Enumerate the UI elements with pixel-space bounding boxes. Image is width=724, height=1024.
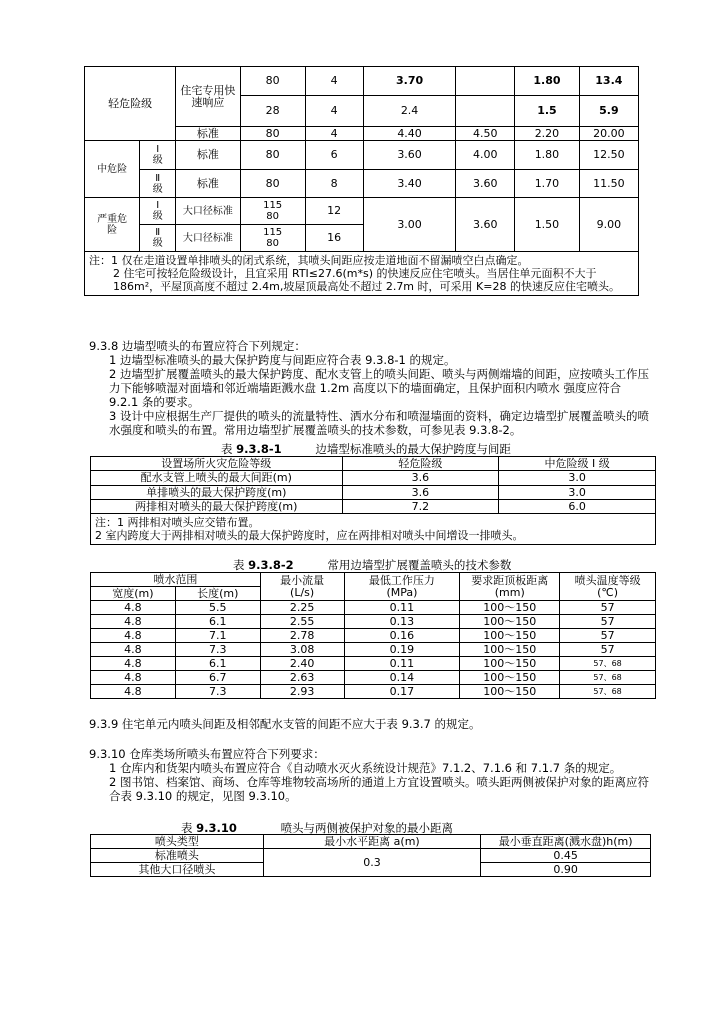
table-cell: 7.2 (342, 500, 499, 514)
table-cell: 4.8 (91, 615, 176, 629)
table-cell: 4.00 (456, 141, 515, 170)
table-cell: 其他大口径喷头 (91, 863, 264, 877)
table-title (181, 821, 453, 835)
table-cell: 3.70 (363, 67, 456, 96)
header-unit: (MPa) (386, 585, 418, 599)
column-header: 喷水范围 (91, 573, 261, 587)
table-cell: 2.78 (260, 629, 344, 643)
table-cell: 11.50 (579, 170, 638, 198)
table-cell: 4.50 (456, 127, 515, 141)
table-cell: 100～150 (460, 657, 560, 671)
hazard-light-label: 轻危险级 (85, 67, 176, 141)
table-cell: 两排相对喷头的最大保护跨度(m) (91, 500, 343, 514)
table-cell: 4.8 (91, 629, 176, 643)
table-cell: 4 (305, 96, 363, 127)
table-cell: 3.00 (363, 198, 456, 252)
table-number: 9.3.8-2 (248, 558, 294, 572)
paragraph: 2 边墙型扩展覆盖喷头的最大保护跨度、配水支管上的喷头间距、喷头与两侧端墙的间距，应按喷头工作压力下能够喷湿对面墙和邻近端墙距溅水盘 1.2m 高度以下的墙面确定，且保护面积内喷水 强度应符合 9.2.1 条的要求。 (109, 367, 649, 409)
table-cell: 0.13 (344, 615, 460, 629)
table-cell: 6.0 (499, 500, 656, 514)
table-cell: 80 (240, 141, 305, 170)
hazard-severe-label: 严重危险 (85, 198, 140, 252)
header-unit: (L/s) (290, 585, 315, 599)
table-cell: 6.1 (175, 615, 260, 629)
table-cell: 0.17 (344, 685, 460, 699)
table-cell: 1.80 (515, 67, 580, 96)
table-cell: 57 (560, 615, 656, 629)
column-header: 长度(m) (175, 587, 260, 601)
section-9-3-8 (89, 339, 649, 437)
header-line: 喷头温度等级 (574, 573, 641, 587)
table-cell: 80 (240, 67, 305, 96)
column-header (260, 573, 344, 601)
extended-coverage-table (90, 572, 656, 699)
table-cell: 12 (305, 198, 363, 225)
table-cell: 6.1 (175, 657, 260, 671)
table-cell: 0.11 (344, 657, 460, 671)
table-cell: 3.60 (363, 141, 456, 170)
table-cell: 大口径标准 (176, 225, 240, 252)
note-line: 注：1 两排相对喷头应交错布置。 (95, 516, 260, 529)
table-cell: 100～150 (460, 671, 560, 685)
table-cell: 3.0 (499, 486, 656, 500)
table-cell: 4 (305, 67, 363, 96)
table-cell: 大口径标准 (176, 198, 240, 225)
hazard-mid-label: 中危险 (85, 141, 140, 198)
table-cell: 2.25 (260, 601, 344, 615)
table-cell: 2.55 (260, 615, 344, 629)
table-cell: 标准 (176, 127, 240, 141)
column-header: 轻危险级 (342, 457, 499, 471)
table-cell: 4.8 (91, 657, 176, 671)
wall-sprinkler-table (90, 456, 656, 545)
table-cell: 16 (305, 225, 363, 252)
table-cell: 7.3 (175, 685, 260, 699)
table-cell: 0.45 (481, 849, 651, 863)
table-cell: Ⅱ级 (140, 225, 176, 252)
table-cell: 6.7 (175, 671, 260, 685)
column-header: 最小垂直距离(溅水盘)h(m) (481, 835, 651, 849)
table-cell: 2.20 (515, 127, 580, 141)
table-cell: 3.6 (342, 471, 499, 486)
column-header (344, 573, 460, 601)
table-cell: 配水支管上喷头的最大间距(m) (91, 471, 343, 486)
table-cell: 4.40 (363, 127, 456, 141)
table-cell: 6 (305, 141, 363, 170)
table-cell: 8 (305, 170, 363, 198)
paragraph: 2 图书馆、档案馆、商场、仓库等堆物较高场所的通道上方宜设置喷头。喷头距两侧被保护对象的距离应符合表 9.3.10 的规定，见图 9.3.10。 (109, 775, 649, 803)
column-header: 最小水平距离 a(m) (263, 835, 481, 849)
section-9-3-10 (89, 747, 649, 803)
section-heading: 9.3.8 边墙型喷头的布置应符合下列规定： (89, 339, 306, 353)
table-note (91, 514, 656, 545)
header-line: 要求距顶板距离 (471, 573, 549, 587)
table-cell: 100～150 (460, 601, 560, 615)
table-number: 9.3.8-1 (236, 442, 282, 456)
table-cell: 2.63 (260, 671, 344, 685)
table-cell: 100～150 (460, 643, 560, 657)
table-cell: Ⅱ级 (140, 170, 176, 198)
table-cell: 0.19 (344, 643, 460, 657)
table-cell: 0.3 (263, 849, 481, 877)
table-caption: 喷头与两侧被保护对象的最小距离 (280, 821, 454, 835)
table-cell: 4.8 (91, 671, 176, 685)
table-cell: 5.9 (579, 96, 638, 127)
table-cell: 4.8 (91, 601, 176, 615)
table-cell: 57 (560, 601, 656, 615)
table-cell: I级 (140, 198, 176, 225)
table-cell: 4 (305, 127, 363, 141)
table-cell: 80 (240, 170, 305, 198)
paragraph: 3 设计中应根据生产厂提供的喷头的流量特性、洒水分布和喷湿墙面的资料，确定边墙型扩展覆盖喷头的喷水强度和喷头的布置。常用边墙型扩展覆盖喷头的技术参数，可参见表 9.3.8-2。 (109, 409, 649, 437)
column-header: 中危险级 I 级 (499, 457, 656, 471)
section-heading: 9.3.10 仓库类场所喷头布置应符合下列要求： (89, 747, 325, 761)
table-cell: 28 (240, 96, 305, 127)
column-header: 宽度(m) (91, 587, 176, 601)
table-cell: 0.90 (481, 863, 651, 877)
table-cell: 2.40 (260, 657, 344, 671)
table-cell: I级 (140, 141, 176, 170)
table-cell: 1.80 (515, 141, 580, 170)
table-cell: 3.60 (456, 170, 515, 198)
table-cell: 57、68 (560, 685, 656, 699)
table-cell: 20.00 (579, 127, 638, 141)
table-cell: 80 (240, 127, 305, 141)
table-prefix: 表 (221, 442, 233, 456)
table-cell (456, 67, 515, 96)
table-cell: 2.4 (363, 96, 456, 127)
column-header (460, 573, 560, 601)
table-cell: 100～150 (460, 629, 560, 643)
table-cell: 3.6 (342, 486, 499, 500)
header-unit: (℃) (597, 585, 619, 599)
table-title (233, 558, 511, 572)
table-cell: 7.1 (175, 629, 260, 643)
table-cell: 0.14 (344, 671, 460, 685)
table-cell: 3.0 (499, 471, 656, 486)
table-cell: 57、68 (560, 671, 656, 685)
table-cell: 3.40 (363, 170, 456, 198)
table-prefix: 表 (233, 558, 245, 572)
table-cell (456, 96, 515, 127)
table-cell: 1.70 (515, 170, 580, 198)
table-cell: 57 (560, 643, 656, 657)
table-cell: 4.8 (91, 685, 176, 699)
residential-type-label: 住宅专用快速响应 (176, 67, 240, 127)
paragraph: 1 边墙型标准喷头的最大保护跨度与间距应符合表 9.3.8-1 的规定。 (109, 353, 456, 367)
table-cell: 1.50 (515, 198, 580, 252)
table-cell: 0.11 (344, 601, 460, 615)
note-line: 2 室内跨度大于两排相对喷头的最大保护跨度时，应在两排相对喷头中间增设一排喷头。 (95, 529, 524, 542)
table-cell: 115 80 (240, 225, 305, 252)
sprinkler-parameter-table (84, 66, 639, 296)
header-unit: (mm) (494, 585, 525, 599)
table-cell: 标准喷头 (91, 849, 264, 863)
table-caption: 常用边墙型扩展覆盖喷头的技术参数 (327, 558, 512, 572)
paragraph: 1 仓库内和货架内喷头布置应符合《自动喷水灭火系统设计规范》7.1.2、7.1.6 和 7.1.7 条的规定。 (109, 761, 622, 775)
table-cell: 9.00 (579, 198, 638, 252)
table-cell: 4.8 (91, 643, 176, 657)
note-line: 2 住宅可按轻危险级设计，且宜采用 RTI≤27.6(m*s) 的快速反应住宅喷头。当居住单元面积不大于 186m²，平屋顶高度不超过 2.4m,坡屋顶最高处不超过 2.7m 时，可采用 K=28 的快速反应住宅喷头。 (113, 267, 620, 293)
table-cell: 13.4 (579, 67, 638, 96)
min-distance-table (90, 834, 651, 877)
table-cell: 57、68 (560, 657, 656, 671)
column-header: 喷头类型 (91, 835, 264, 849)
table-cell: 115 80 (240, 198, 305, 225)
table-cell: 标准 (176, 141, 240, 170)
table-number: 9.3.10 (196, 821, 237, 835)
header-line: 最小流量 (280, 573, 325, 587)
table-title (221, 442, 511, 456)
column-header (560, 573, 656, 601)
column-header: 设置场所火灾危险等级 (91, 457, 343, 471)
section-9-3-9: 9.3.9 住宅单元内喷头间距及相邻配水支管的间距不应大于表 9.3.7 的规定。 (89, 717, 481, 731)
table-caption: 边墙型标准喷头的最大保护跨度与间距 (315, 442, 511, 456)
table-prefix: 表 (181, 821, 193, 835)
table-cell: 12.50 (579, 141, 638, 170)
table-cell: 3.60 (456, 198, 515, 252)
note-line: 注：1 仅在走道设置单排喷头的闭式系统，其喷头间距应按走道地面不留漏喷空白点确定。 (89, 254, 529, 267)
table-cell: 57 (560, 629, 656, 643)
table-cell: 2.93 (260, 685, 344, 699)
table-cell: 100～150 (460, 685, 560, 699)
table-cell: 5.5 (175, 601, 260, 615)
table-note (85, 252, 639, 296)
table-cell: 0.16 (344, 629, 460, 643)
table-cell: 3.08 (260, 643, 344, 657)
table-cell: 1.5 (515, 96, 580, 127)
table-cell: 7.3 (175, 643, 260, 657)
table-cell: 标准 (176, 170, 240, 198)
table-cell: 单排喷头的最大保护跨度(m) (91, 486, 343, 500)
table-cell: 100～150 (460, 615, 560, 629)
header-line: 最低工作压力 (368, 573, 435, 587)
